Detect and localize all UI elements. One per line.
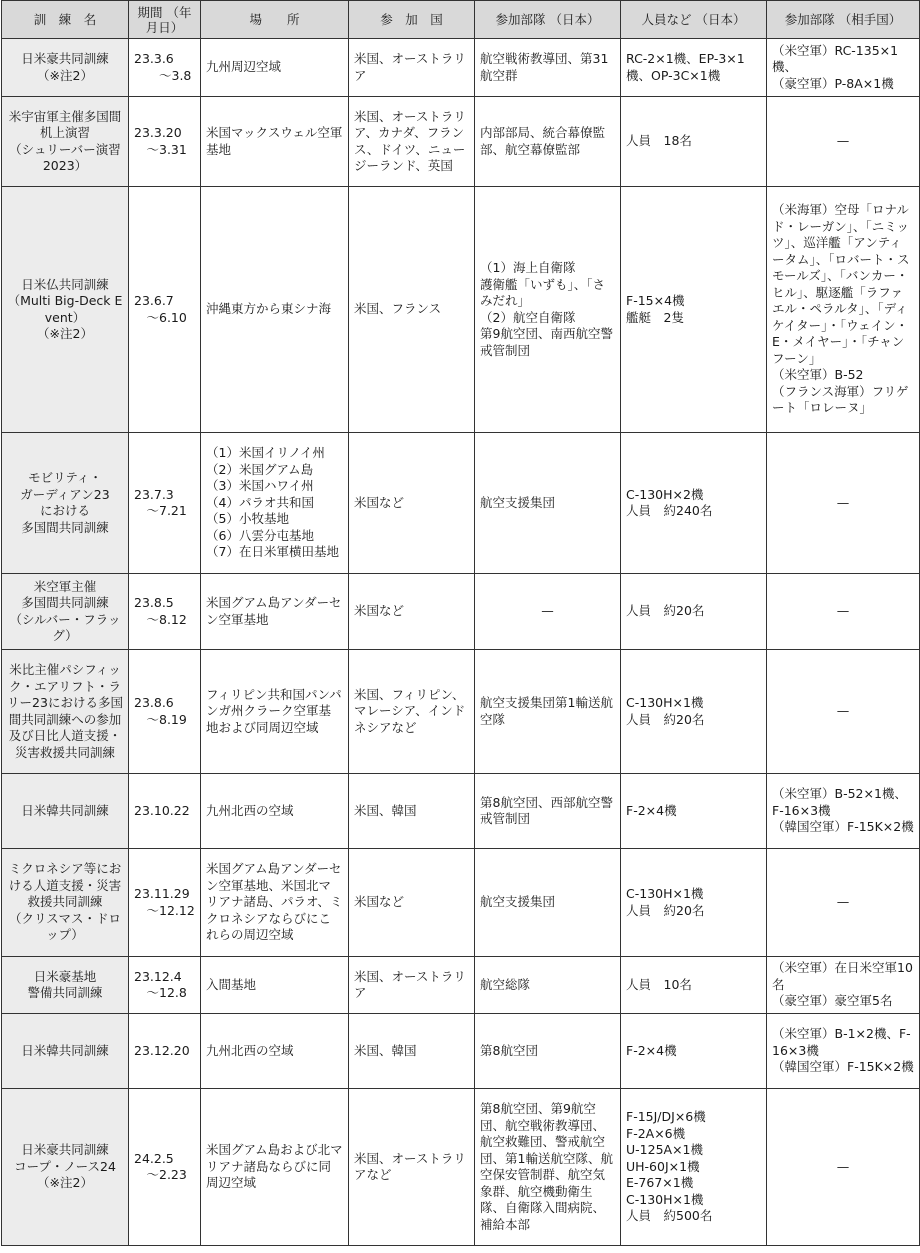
units-partner: — — [767, 433, 920, 574]
period: 23.6.7 ～6.10 — [129, 187, 201, 433]
table-row — [2, 650, 920, 774]
period: 23.3.20 ～3.31 — [129, 97, 201, 187]
exercise-table — [1, 0, 920, 1246]
period: 23.11.29 ～12.12 — [129, 849, 201, 957]
countries: 米国、オーストラリア、カナダ、フランス、ドイツ、ニュージーランド、英国 — [349, 97, 475, 187]
units-japan: 航空戦術教導団、第31航空群 — [475, 39, 621, 97]
personnel-japan: RC-2×1機、EP-3×1機、OP-3C×1機 — [621, 39, 767, 97]
table-row — [2, 1014, 920, 1089]
location: 九州北西の空域 — [201, 774, 349, 849]
location: 米国グアム島および北マリアナ諸島ならびに同周辺空域 — [201, 1089, 349, 1246]
header-period: 期間 （年月日） — [129, 1, 201, 39]
units-japan: 第8航空団、第9航空団、航空戦術教導団、航空救難団、警戒航空団、第1輸送航空隊、航空保安管制群、航空気象群、航空機動衛生隊、自衛隊入間病院、補給本部 — [475, 1089, 621, 1246]
units-japan: 航空支援集団第1輸送航空隊 — [475, 650, 621, 774]
period: 23.8.5 ～8.12 — [129, 574, 201, 650]
personnel-japan: F-2×4機 — [621, 774, 767, 849]
table-row — [2, 774, 920, 849]
personnel-japan: 人員 18名 — [621, 97, 767, 187]
countries: 米国、フィリピン、マレーシア、インドネシアなど — [349, 650, 475, 774]
header-exercise-name: 訓 練 名 — [2, 1, 129, 39]
units-partner: — — [767, 1089, 920, 1246]
units-japan: 第8航空団 — [475, 1014, 621, 1089]
personnel-japan: C-130H×1機 人員 約20名 — [621, 650, 767, 774]
countries: 米国、韓国 — [349, 1014, 475, 1089]
location: 沖縄東方から東シナ海 — [201, 187, 349, 433]
table-row — [2, 1089, 920, 1246]
exercise-name: 日米豪基地 警備共同訓練 — [2, 957, 129, 1014]
header-units-partner: 参加部隊 （相手国） — [767, 1, 920, 39]
table-row — [2, 39, 920, 97]
exercise-name: 米空軍主催 多国間共同訓練 （シルバー・フラッグ） — [2, 574, 129, 650]
header-units-japan: 参加部隊 （日本） — [475, 1, 621, 39]
exercise-name: モビリティ・ ガーディアン23 における 多国間共同訓練 — [2, 433, 129, 574]
period: 24.2.5 ～2.23 — [129, 1089, 201, 1246]
table-row — [2, 957, 920, 1014]
countries: 米国、韓国 — [349, 774, 475, 849]
units-japan: 航空総隊 — [475, 957, 621, 1014]
personnel-japan: F-15×4機 艦艇 2隻 — [621, 187, 767, 433]
countries: 米国など — [349, 433, 475, 574]
period: 23.3.6 ～3.8 — [129, 39, 201, 97]
period: 23.8.6 ～8.19 — [129, 650, 201, 774]
exercise-name: ミクロネシア等における人道支援・災害救援共同訓練 （クリスマス・ドロップ） — [2, 849, 129, 957]
units-japan: 航空支援集団 — [475, 433, 621, 574]
table-row — [2, 433, 920, 574]
countries: 米国、オーストラリア — [349, 39, 475, 97]
units-partner: （米空軍）B-1×2機、F-16×3機 （韓国空軍）F-15K×2機 — [767, 1014, 920, 1089]
location: 九州周辺空域 — [201, 39, 349, 97]
personnel-japan: 人員 約20名 — [621, 574, 767, 650]
location: フィリピン共和国パンパンガ州クラーク空軍基地および同周辺空域 — [201, 650, 349, 774]
exercise-name: 日米豪共同訓練 （※注2） — [2, 39, 129, 97]
period: 23.12.20 — [129, 1014, 201, 1089]
countries: 米国、オーストラリア — [349, 957, 475, 1014]
units-partner: — — [767, 574, 920, 650]
header-countries: 参 加 国 — [349, 1, 475, 39]
countries: 米国、フランス — [349, 187, 475, 433]
units-partner: （米空軍）在日米空軍10名 （豪空軍）豪空軍5名 — [767, 957, 920, 1014]
exercise-name: 日米豪共同訓練 コープ・ノース24 （※注2） — [2, 1089, 129, 1246]
header-personnel-japan: 人員など （日本） — [621, 1, 767, 39]
personnel-japan: C-130H×2機 人員 約240名 — [621, 433, 767, 574]
countries: 米国など — [349, 849, 475, 957]
exercise-name: 米比主催パシフィック・エアリフト・ラリー23における多国間共同訓練への参加及び日比人道支援・災害救援共同訓練 — [2, 650, 129, 774]
units-partner: （米海軍）空母「ロナルド・レーガン」、「ニミッツ」、巡洋艦「アンティータム」、「ロバート・スモールズ」、「バンカー・ヒル」、駆逐艦「ラファエル・ペラルタ」、「ディケイター」・「ウェイン・E・メイヤー」・「チャンフーン」 （米空軍）B-52 （フランス海軍）フリゲート「ロレーヌ」 — [767, 187, 920, 433]
period: 23.7.3 ～7.21 — [129, 433, 201, 574]
countries: 米国など — [349, 574, 475, 650]
location: 米国グアム島アンダーセン空軍基地、米国北マリアナ諸島、パラオ、ミクロネシアならびにこれらの周辺空域 — [201, 849, 349, 957]
table-row — [2, 187, 920, 433]
table-row — [2, 97, 920, 187]
period: 23.10.22 — [129, 774, 201, 849]
exercise-name: 日米韓共同訓練 — [2, 1014, 129, 1089]
personnel-japan: F-15J/DJ×6機 F-2A×6機 U-125A×1機 UH-60J×1機 E-767×1機 C-130H×1機 人員 約500名 — [621, 1089, 767, 1246]
location: 九州北西の空域 — [201, 1014, 349, 1089]
personnel-japan: 人員 10名 — [621, 957, 767, 1014]
units-partner: — — [767, 650, 920, 774]
units-japan: （1）海上自衛隊 護衛艦「いずも」、「さみだれ」 （2）航空自衛隊 第9航空団、南西航空警戒管制団 — [475, 187, 621, 433]
exercise-name: 日米韓共同訓練 — [2, 774, 129, 849]
exercise-name: 日米仏共同訓練 （Multi Big-Deck Event） （※注2） — [2, 187, 129, 433]
personnel-japan: F-2×4機 — [621, 1014, 767, 1089]
location: 米国マックスウェル空軍基地 — [201, 97, 349, 187]
units-partner: — — [767, 849, 920, 957]
location: 入間基地 — [201, 957, 349, 1014]
units-partner: （米空軍）B-52×1機、F-16×3機 （韓国空軍）F-15K×2機 — [767, 774, 920, 849]
countries: 米国、オーストラリアなど — [349, 1089, 475, 1246]
table-header — [2, 1, 920, 39]
units-japan: 内部部局、統合幕僚監部、航空幕僚監部 — [475, 97, 621, 187]
location: 米国グアム島アンダーセン空軍基地 — [201, 574, 349, 650]
units-japan: — — [475, 574, 621, 650]
units-japan: 航空支援集団 — [475, 849, 621, 957]
header-location: 場 所 — [201, 1, 349, 39]
table-row — [2, 574, 920, 650]
personnel-japan: C-130H×1機 人員 約20名 — [621, 849, 767, 957]
table-row — [2, 849, 920, 957]
location: （1）米国イリノイ州 （2）米国グアム島 （3）米国ハワイ州 （4）パラオ共和国 （5）小牧基地 （6）八雲分屯基地 （7）在日米軍横田基地 — [201, 433, 349, 574]
exercise-name: 米宇宙軍主催多国間机上演習 （シュリーバー演習2023） — [2, 97, 129, 187]
period: 23.12.4 ～12.8 — [129, 957, 201, 1014]
units-partner: （米空軍）RC-135×1機、 （豪空軍）P-8A×1機 — [767, 39, 920, 97]
units-partner: — — [767, 97, 920, 187]
units-japan: 第8航空団、西部航空警戒管制団 — [475, 774, 621, 849]
